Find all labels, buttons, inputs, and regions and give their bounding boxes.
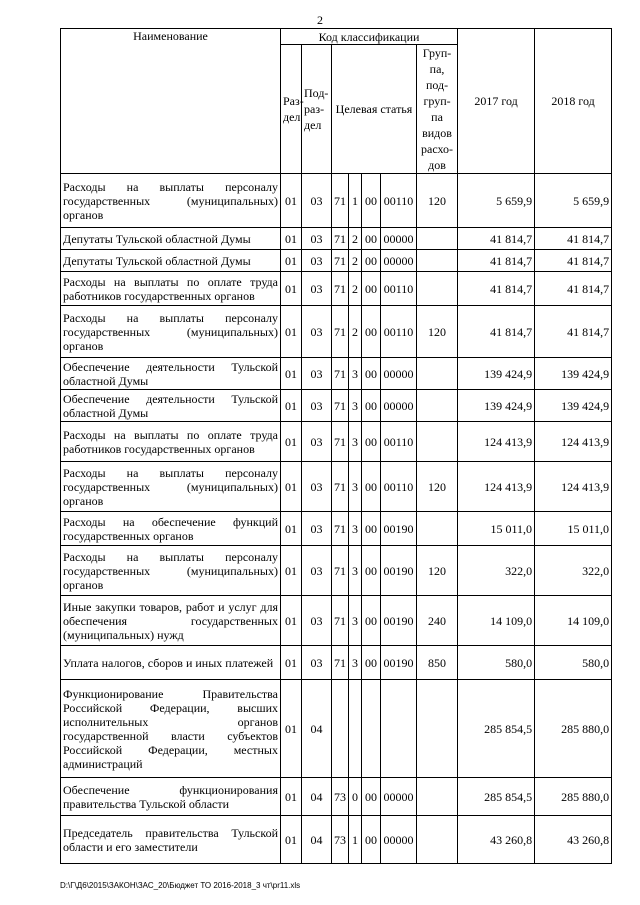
- row-section: 01: [281, 646, 302, 680]
- row-value-2017: 41 814,7: [458, 272, 535, 306]
- row-value-2018: 285 880,0: [535, 778, 612, 816]
- row-value-2018: 15 011,0: [535, 512, 612, 546]
- row-section: 01: [281, 228, 302, 250]
- row-value-2018: 124 413,9: [535, 422, 612, 462]
- target-article-header: Целевая статья: [332, 45, 417, 174]
- row-target-3: 00: [362, 174, 381, 228]
- row-target-4: 00000: [381, 816, 417, 864]
- row-target-1: 73: [332, 816, 349, 864]
- table-row: [61, 358, 612, 390]
- row-name: Обеспечение деятельности Тульской областной Думы: [61, 390, 281, 422]
- row-value-2018: 580,0: [535, 646, 612, 680]
- table-row: [61, 390, 612, 422]
- year-2017-header: 2017 год: [458, 29, 535, 174]
- row-subsection: 03: [302, 250, 332, 272]
- row-section: 01: [281, 512, 302, 546]
- row-expense-group: [417, 680, 458, 778]
- row-expense-group: 120: [417, 306, 458, 358]
- row-target-3: 00: [362, 358, 381, 390]
- row-target-4: 00110: [381, 272, 417, 306]
- row-target-2: 2: [349, 306, 362, 358]
- row-value-2017: 285 854,5: [458, 680, 535, 778]
- row-value-2018: 41 814,7: [535, 306, 612, 358]
- row-name: Расходы на выплаты по оплате труда работников государственных органов: [61, 422, 281, 462]
- row-target-3: [362, 680, 381, 778]
- row-value-2017: 124 413,9: [458, 462, 535, 512]
- row-target-4: 00000: [381, 250, 417, 272]
- table-row: [61, 816, 612, 864]
- row-target-4: 00000: [381, 228, 417, 250]
- file-path-footer: D:\Г\Д6\2015\ЗАКОН\ЗАС_20\Бюджет ТО 2016-2018_3 чт\pr11.xls: [60, 881, 301, 890]
- row-target-2: 2: [349, 250, 362, 272]
- section-header: Раз- дел: [281, 45, 302, 174]
- row-target-2: [349, 680, 362, 778]
- row-name: Депутаты Тульской областной Думы: [61, 250, 281, 272]
- row-value-2017: 41 814,7: [458, 306, 535, 358]
- row-target-4: 00000: [381, 390, 417, 422]
- row-expense-group: [417, 816, 458, 864]
- table-row: [61, 250, 612, 272]
- row-target-1: 71: [332, 228, 349, 250]
- row-subsection: 03: [302, 174, 332, 228]
- table-row: [61, 174, 612, 228]
- row-subsection: 03: [302, 422, 332, 462]
- row-value-2018: 14 109,0: [535, 596, 612, 646]
- row-value-2018: 285 880,0: [535, 680, 612, 778]
- row-value-2017: 285 854,5: [458, 778, 535, 816]
- row-section: 01: [281, 462, 302, 512]
- row-target-4: 00000: [381, 358, 417, 390]
- row-name: Расходы на выплаты персоналу государственных (муниципальных) органов: [61, 306, 281, 358]
- row-section: 01: [281, 546, 302, 596]
- row-target-4: 00190: [381, 646, 417, 680]
- row-value-2017: 43 260,8: [458, 816, 535, 864]
- row-section: 01: [281, 680, 302, 778]
- row-target-3: 00: [362, 250, 381, 272]
- row-subsection: 04: [302, 778, 332, 816]
- row-name: Функционирование Правительства Российской Федерации, высших исполнительных органов государственной власти субъектов Российской Федерации, местных администраций: [61, 680, 281, 778]
- row-subsection: 03: [302, 390, 332, 422]
- row-name: Уплата налогов, сборов и иных платежей: [61, 646, 281, 680]
- row-subsection: 03: [302, 462, 332, 512]
- table-row: [61, 680, 612, 778]
- row-name: Иные закупки товаров, работ и услуг для обеспечения государственных (муниципальных) нужд: [61, 596, 281, 646]
- row-value-2018: 5 659,9: [535, 174, 612, 228]
- row-expense-group: [417, 778, 458, 816]
- row-section: 01: [281, 422, 302, 462]
- row-name: Расходы на выплаты персоналу государственных (муниципальных) органов: [61, 174, 281, 228]
- row-target-2: 1: [349, 816, 362, 864]
- row-target-1: 71: [332, 422, 349, 462]
- row-target-4: 00110: [381, 462, 417, 512]
- table-row: [61, 272, 612, 306]
- name-column-header: Наименование: [61, 29, 281, 174]
- row-target-1: 71: [332, 272, 349, 306]
- row-target-1: 71: [332, 306, 349, 358]
- row-section: 01: [281, 250, 302, 272]
- row-value-2017: 322,0: [458, 546, 535, 596]
- row-target-3: 00: [362, 512, 381, 546]
- row-value-2017: 41 814,7: [458, 250, 535, 272]
- row-expense-group: [417, 228, 458, 250]
- row-name: Председатель правительства Тульской области и его заместители: [61, 816, 281, 864]
- row-value-2018: 322,0: [535, 546, 612, 596]
- row-expense-group: 120: [417, 174, 458, 228]
- row-target-3: 00: [362, 272, 381, 306]
- row-name: Обеспечение функционирования правительства Тульской области: [61, 778, 281, 816]
- row-section: 01: [281, 816, 302, 864]
- row-value-2017: 124 413,9: [458, 422, 535, 462]
- row-name: Расходы на обеспечение функций государственных органов: [61, 512, 281, 546]
- row-target-3: 00: [362, 596, 381, 646]
- subsection-header: Под- раз- дел: [302, 45, 332, 174]
- table-row: [61, 306, 612, 358]
- row-target-4: 00110: [381, 422, 417, 462]
- row-expense-group: 120: [417, 546, 458, 596]
- row-section: 01: [281, 596, 302, 646]
- row-subsection: 03: [302, 646, 332, 680]
- row-target-2: 3: [349, 646, 362, 680]
- classification-header: Код классификации: [281, 29, 458, 45]
- row-expense-group: [417, 358, 458, 390]
- row-subsection: 03: [302, 512, 332, 546]
- row-value-2017: 15 011,0: [458, 512, 535, 546]
- row-target-3: 00: [362, 306, 381, 358]
- row-target-2: 3: [349, 596, 362, 646]
- row-target-4: 00110: [381, 174, 417, 228]
- row-value-2018: 41 814,7: [535, 250, 612, 272]
- row-target-1: 71: [332, 596, 349, 646]
- row-name: Расходы на выплаты по оплате труда работников государственных органов: [61, 272, 281, 306]
- row-expense-group: 240: [417, 596, 458, 646]
- year-2018-header: 2018 год: [535, 29, 612, 174]
- row-value-2017: 139 424,9: [458, 358, 535, 390]
- row-value-2018: 41 814,7: [535, 228, 612, 250]
- row-target-2: 1: [349, 174, 362, 228]
- table-row: [61, 228, 612, 250]
- row-target-4: 00000: [381, 778, 417, 816]
- row-target-3: 00: [362, 390, 381, 422]
- row-target-3: 00: [362, 546, 381, 596]
- row-target-2: 3: [349, 422, 362, 462]
- row-value-2017: 41 814,7: [458, 228, 535, 250]
- row-target-1: 71: [332, 174, 349, 228]
- row-section: 01: [281, 306, 302, 358]
- row-section: 01: [281, 174, 302, 228]
- row-expense-group: [417, 272, 458, 306]
- row-value-2018: 41 814,7: [535, 272, 612, 306]
- row-section: 01: [281, 390, 302, 422]
- row-target-4: 00190: [381, 596, 417, 646]
- row-value-2017: 580,0: [458, 646, 535, 680]
- row-target-1: 71: [332, 546, 349, 596]
- row-target-3: 00: [362, 778, 381, 816]
- row-value-2018: 139 424,9: [535, 358, 612, 390]
- row-target-2: 3: [349, 462, 362, 512]
- table-row: [61, 778, 612, 816]
- expense-group-header: Груп- па, под- груп- па видов расхо- дов: [417, 45, 458, 174]
- row-name: Обеспечение деятельности Тульской областной Думы: [61, 358, 281, 390]
- row-section: 01: [281, 778, 302, 816]
- row-target-3: 00: [362, 646, 381, 680]
- row-target-2: 2: [349, 228, 362, 250]
- page-number: 2: [317, 13, 323, 27]
- row-expense-group: 120: [417, 462, 458, 512]
- row-value-2018: 124 413,9: [535, 462, 612, 512]
- table-row: [61, 646, 612, 680]
- row-target-3: 00: [362, 228, 381, 250]
- row-target-2: 3: [349, 358, 362, 390]
- budget-table: [60, 28, 612, 864]
- row-target-1: 71: [332, 512, 349, 546]
- row-target-2: 3: [349, 546, 362, 596]
- row-target-4: 00190: [381, 512, 417, 546]
- row-value-2017: 5 659,9: [458, 174, 535, 228]
- table-row: [61, 462, 612, 512]
- row-target-1: 71: [332, 646, 349, 680]
- row-value-2018: 43 260,8: [535, 816, 612, 864]
- row-target-4: [381, 680, 417, 778]
- row-value-2017: 139 424,9: [458, 390, 535, 422]
- row-expense-group: [417, 422, 458, 462]
- row-subsection: 04: [302, 680, 332, 778]
- row-target-4: 00110: [381, 306, 417, 358]
- row-target-1: 71: [332, 358, 349, 390]
- table-row: [61, 596, 612, 646]
- row-subsection: 03: [302, 306, 332, 358]
- table-row: [61, 512, 612, 546]
- row-subsection: 03: [302, 546, 332, 596]
- row-section: 01: [281, 358, 302, 390]
- table-row: [61, 546, 612, 596]
- row-target-1: 73: [332, 778, 349, 816]
- row-target-2: 3: [349, 390, 362, 422]
- row-target-2: 3: [349, 512, 362, 546]
- row-target-3: 00: [362, 462, 381, 512]
- row-subsection: 03: [302, 596, 332, 646]
- row-expense-group: [417, 512, 458, 546]
- row-subsection: 03: [302, 358, 332, 390]
- table-row: [61, 422, 612, 462]
- row-name: Расходы на выплаты персоналу государственных (муниципальных) органов: [61, 462, 281, 512]
- row-value-2018: 139 424,9: [535, 390, 612, 422]
- row-subsection: 03: [302, 272, 332, 306]
- row-target-3: 00: [362, 422, 381, 462]
- row-expense-group: [417, 390, 458, 422]
- row-target-3: 00: [362, 816, 381, 864]
- row-target-2: 2: [349, 272, 362, 306]
- row-name: Расходы на выплаты персоналу государственных (муниципальных) органов: [61, 546, 281, 596]
- header-row-top: [61, 29, 612, 45]
- row-target-1: 71: [332, 250, 349, 272]
- row-name: Депутаты Тульской областной Думы: [61, 228, 281, 250]
- row-expense-group: 850: [417, 646, 458, 680]
- row-target-2: 0: [349, 778, 362, 816]
- row-target-4: 00190: [381, 546, 417, 596]
- row-subsection: 04: [302, 816, 332, 864]
- row-target-1: 71: [332, 390, 349, 422]
- row-target-1: [332, 680, 349, 778]
- row-subsection: 03: [302, 228, 332, 250]
- row-target-1: 71: [332, 462, 349, 512]
- row-expense-group: [417, 250, 458, 272]
- row-value-2017: 14 109,0: [458, 596, 535, 646]
- row-section: 01: [281, 272, 302, 306]
